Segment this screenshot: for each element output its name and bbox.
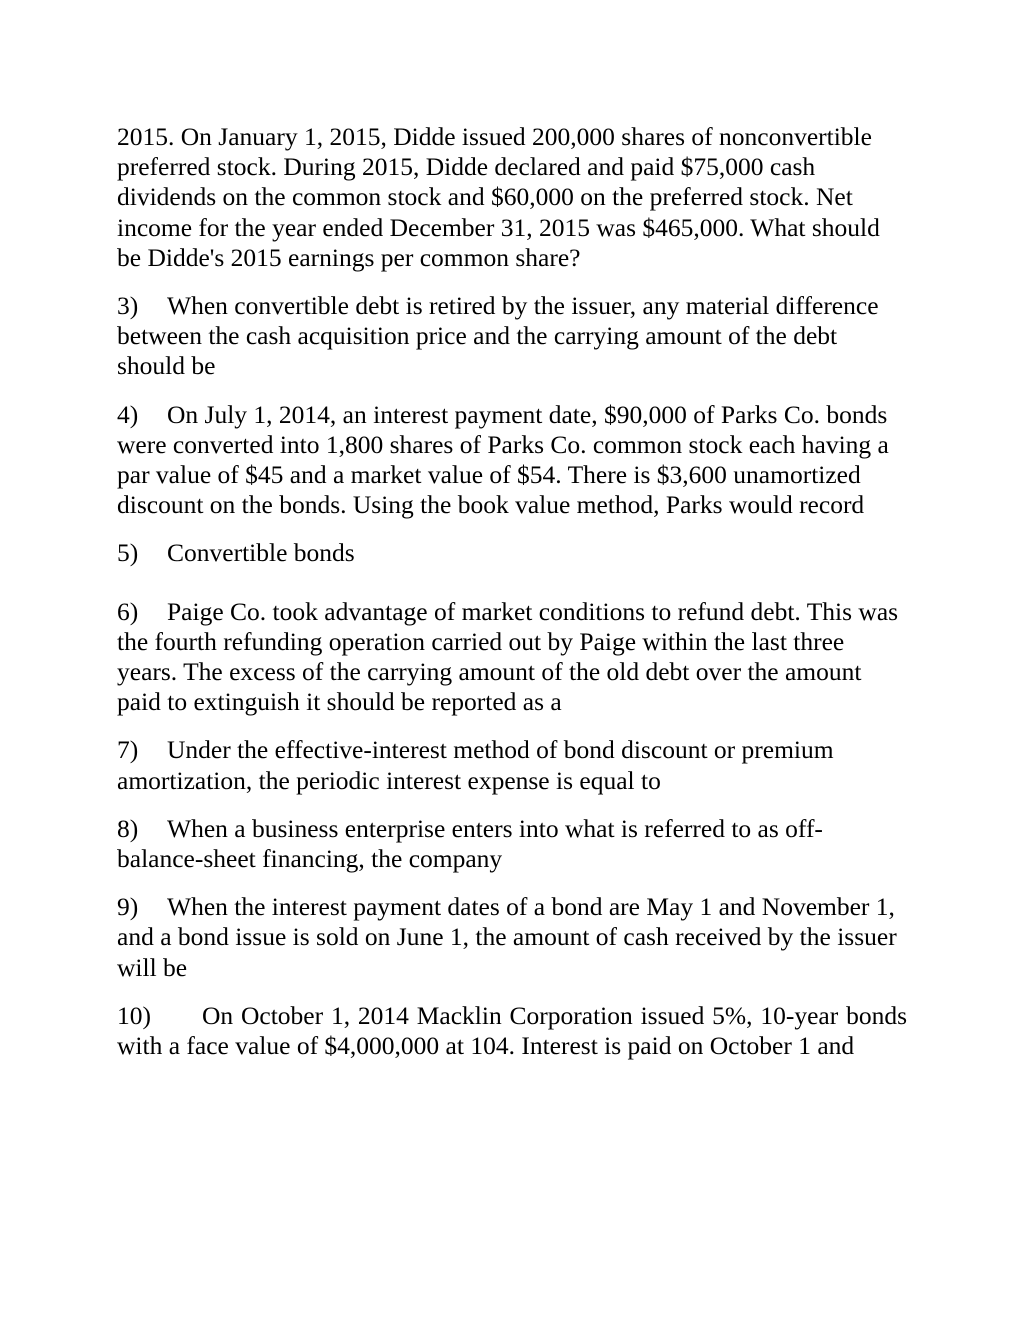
- question-number: 9): [117, 892, 139, 922]
- question-number: 4): [117, 399, 139, 429]
- question-5: [117, 538, 907, 568]
- question-text: Convertible bonds: [167, 538, 355, 568]
- question-number: 6): [117, 596, 139, 626]
- question-text: Under the effective-interest method of bond discount or premium amortization, the periodic interest expense is equal to: [117, 735, 834, 795]
- document-body: [117, 122, 907, 1079]
- question-number: 5): [117, 538, 139, 568]
- question-text: On October 1, 2014 Macklin Corporation issued 5%, 10-year bonds with a face value of $4,000,000 at 104. Interest is paid on October 1 and: [117, 1000, 907, 1061]
- question-number: 8): [117, 813, 139, 843]
- question-9: [117, 892, 907, 983]
- question-text: On July 1, 2014, an interest payment date, $90,000 of Parks Co. bonds were converted into 1,800 shares of Parks Co. common stock each having a par value of $45 and a market value of $54. There is $3,600 unamortized discount on the bonds. Using the book value method, Parks would record: [117, 399, 889, 520]
- question-10: [117, 1001, 907, 1061]
- question-8: [117, 814, 907, 874]
- question-7: [117, 735, 907, 795]
- question-text: When convertible debt is retired by the issuer, any material difference between the cash acquisition price and the carrying amount of the debt should be: [117, 291, 879, 381]
- question-number: 7): [117, 735, 139, 765]
- question-6: [117, 597, 907, 718]
- question-number: 10): [117, 1000, 151, 1030]
- intro-paragraph: 2015. On January 1, 2015, Didde issued 200,000 shares of nonconvertible preferred stock. During 2015, Didde declared and paid $75,000 cash dividends on the common stock and $60,000 on the preferred stock. Net income for the year ended December 31, 2015 was $465,000. What should be Didde's 2015 earnings per common share?: [117, 122, 880, 272]
- question-3: [117, 291, 907, 382]
- question-text: Paige Co. took advantage of market conditions to refund debt. This was the fourth refunding operation carried out by Paige within the last three years. The excess of the carrying amount of the old debt over the amount paid to extinguish it should be reported as a: [117, 596, 899, 717]
- question-text: When a business enterprise enters into what is referred to as off-balance-sheet financing, the company: [117, 813, 823, 874]
- question-4: [117, 400, 907, 521]
- question-text: When the interest payment dates of a bond are May 1 and November 1, and a bond issue is sold on June 1, the amount of cash received by the issuer will be: [117, 892, 897, 982]
- question-number: 3): [117, 291, 139, 321]
